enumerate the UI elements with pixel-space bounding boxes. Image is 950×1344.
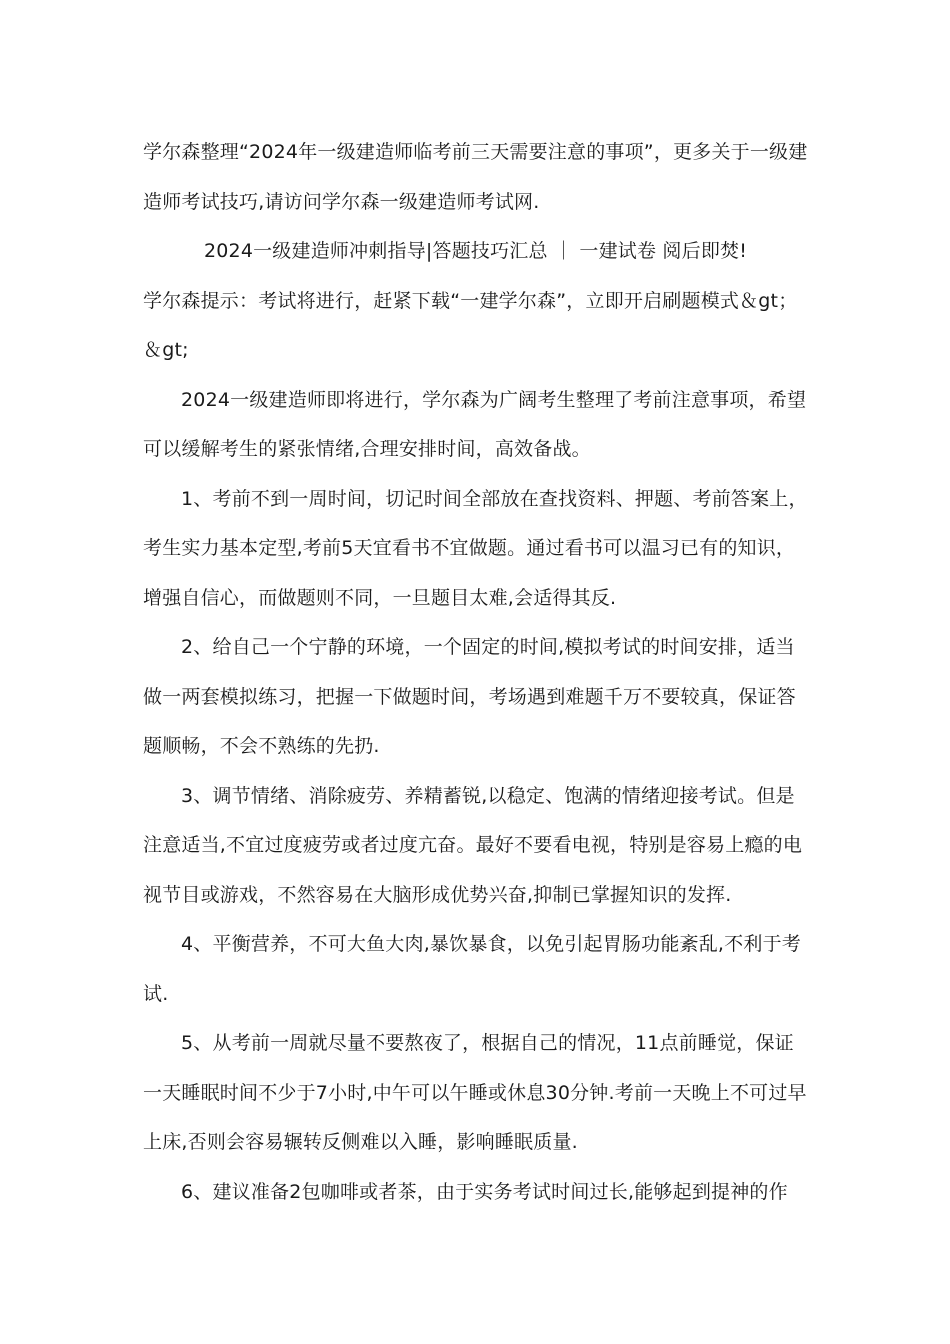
item-paragraph-4: 4、平衡营养，不可大鱼大肉,暴饮暴食，以免引起胃肠功能紊乱,不利于考试. [143, 933, 801, 1005]
item-paragraph-2: 2、给自己一个宁静的环境，一个固定的时间,模拟考试的时间安排，适当做一两套模拟练习，把握一下做题时间，考场遇到难题千万不要较真，保证答题顺畅，不会不熟练的先扔. [143, 636, 796, 757]
item-paragraph-1: 1、考前不到一周时间，切记时间全部放在查找资料、押题、考前答案上，考生实力基本定型,考前5天宜看书不宜做题。通过看书可以温习已有的知识，增强自信心，而做题则不同，一旦题目太难,会适得其反. [143, 487, 808, 609]
overview-paragraph: 2024一级建造师即将进行，学尔森为广阔考生整理了考前注意事项，希望可以缓解考生的紧张情绪,合理安排时间，高效备战。 [143, 388, 807, 460]
document-body [143, 128, 808, 1217]
promo-link-line[interactable]: 2024一级建造师冲刺指导|答题技巧汇总 ｜ 一建试卷 阅后即焚! [203, 240, 748, 262]
intro-paragraph: 学尔森整理“2024年一级建造师临考前三天需要注意的事项”，更多关于一级建造师考试技巧,请访问学尔森一级建造师考试网. [143, 141, 808, 213]
tip-paragraph: 学尔森提示：考试将进行，赶紧下载“一建学尔森”，立即开启刷题模式＆gt；＆gt; [143, 289, 798, 361]
item-paragraph-5: 5、从考前一周就尽量不要熬夜了，根据自己的情况，11点前睡觉，保证一天睡眠时间不少于7小时,中午可以午睡或休息30分钟.考前一天晚上不可过早上床,否则会容易辗转反侧难以入睡，影响睡眠质量. [143, 1032, 807, 1153]
item-paragraph-6: 6、建议准备2包咖啡或者茶，由于实务考试时间过长,能够起到提神的作 [181, 1180, 788, 1203]
item-paragraph-3: 3、调节情绪、消除疲劳、养精蓄锐,以稳定、饱满的情绪迎接考试。但是注意适当,不宜过度疲劳或者过度亢奋。最好不要看电视，特别是容易上瘾的电视节目或游戏，不然容易在大脑形成优势兴奋,抑制已掌握知识的发挥. [143, 784, 803, 906]
